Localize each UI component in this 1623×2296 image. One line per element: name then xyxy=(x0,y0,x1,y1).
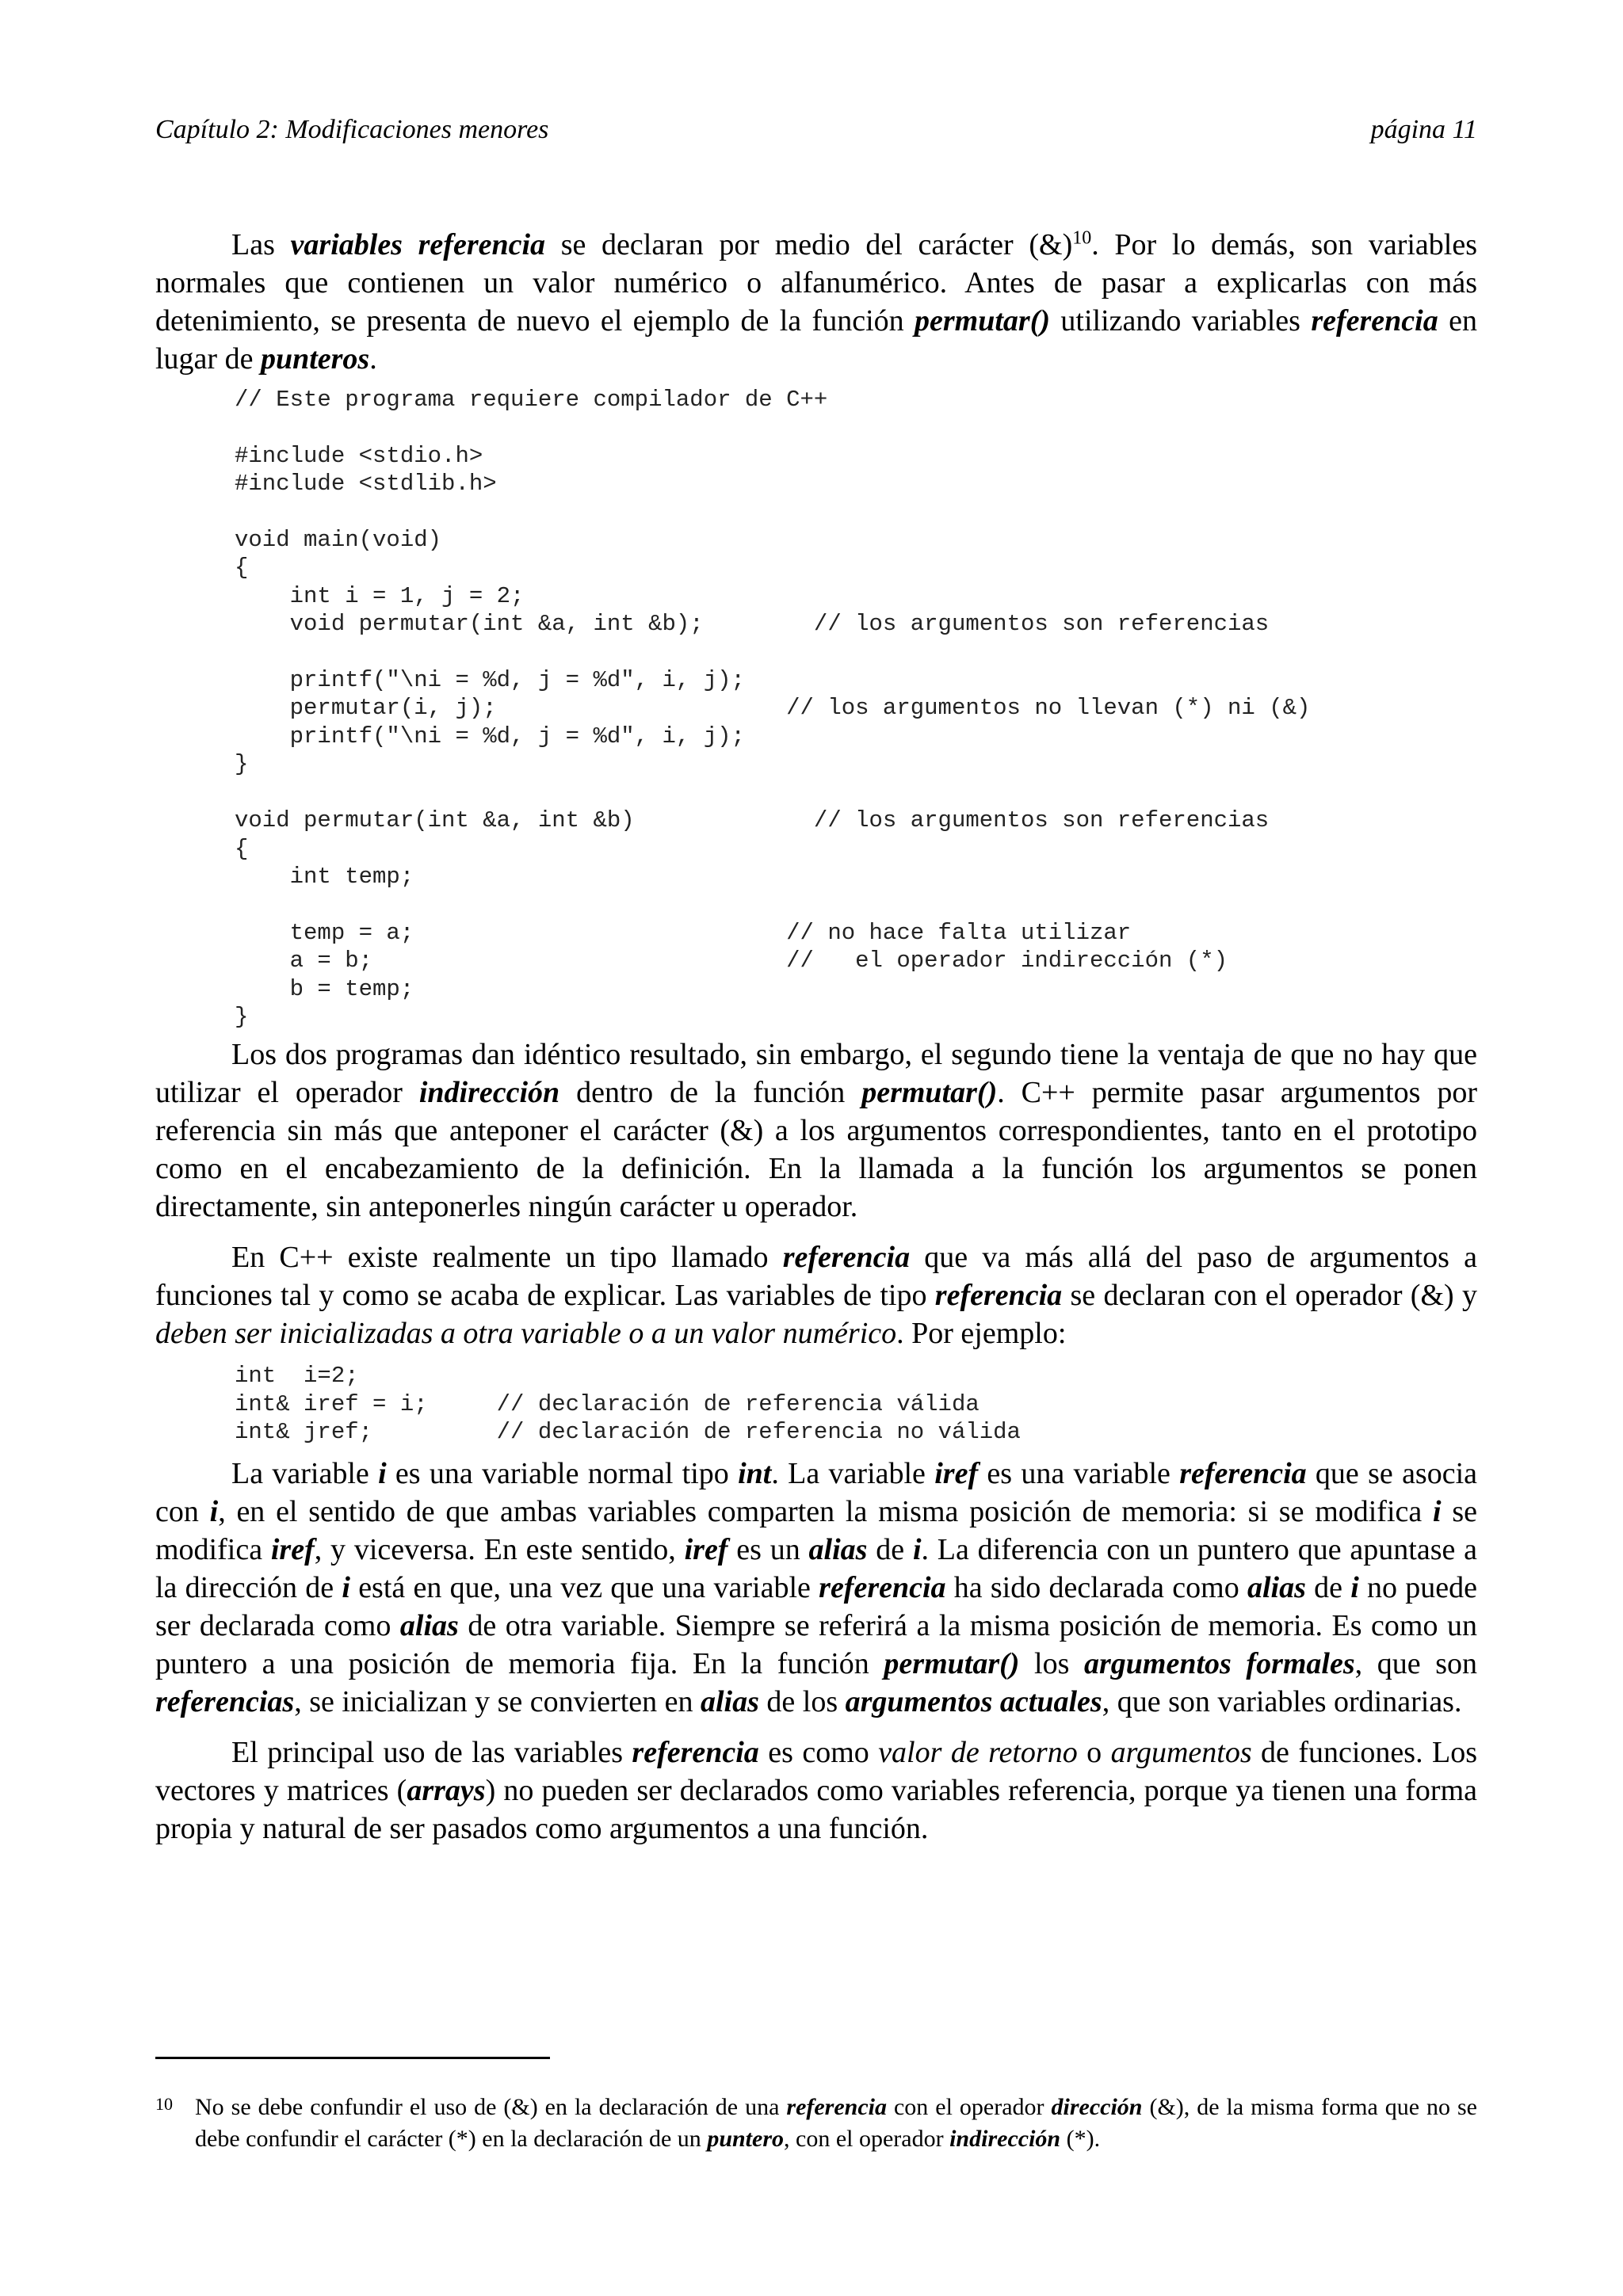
text-run: o xyxy=(1077,1735,1111,1769)
text-run: , y viceversa. En este sentido, xyxy=(314,1532,685,1566)
text-run: es como xyxy=(758,1735,879,1769)
text-run: , en el sentido de que ambas variables comparten la misma posición de memoria: si se modifica xyxy=(218,1494,1434,1528)
text-run: . C++ permite pasar argumentos por referencia sin más que anteponer el carácter (&) a los argumentos correspondientes, tanto en el prototipo como en el encabezamiento de la definición. En la llamada a la función los argumentos se ponen directamente, sin anteponerles ningún carácter u operador. xyxy=(155,1076,1478,1224)
text-run: , que son variables ordinarias. xyxy=(1102,1684,1462,1718)
emphasis-text xyxy=(913,1533,922,1566)
chapter-title: Capítulo 2: Modificaciones menores xyxy=(155,115,549,144)
emphasis-text: indirección xyxy=(418,1076,560,1110)
emphasis-text: argumentos formales xyxy=(1083,1646,1355,1680)
emphasis-text: argumentos xyxy=(1110,1735,1252,1769)
text-run: de otra variable. Siempre se referirá a la misma posición de memoria. Es como un puntero a una posición de memoria fija. En la función xyxy=(155,1608,1477,1680)
emphasis-text xyxy=(210,1495,219,1528)
text-run: con el operador xyxy=(887,2094,1052,2120)
paragraph xyxy=(155,1035,1477,1226)
text-run: que va más allá del paso de argumentos a funciones tal y como se acaba de explicar. Las variables de tipo xyxy=(155,1241,1477,1313)
emphasis-text xyxy=(819,1571,945,1604)
emphasis-text: permutar() xyxy=(884,1646,1020,1680)
emphasis-text: dirección xyxy=(1051,2094,1143,2120)
emphasis-text xyxy=(291,228,546,261)
text-run: los xyxy=(1019,1646,1084,1680)
footnote-ref: 10 xyxy=(1072,227,1092,249)
text-run: es una variable xyxy=(978,1456,1180,1490)
paragraph xyxy=(155,226,1477,378)
text-run: que se asocia con xyxy=(155,1456,1478,1528)
emphasis-text xyxy=(846,1685,1102,1718)
emphasis-text xyxy=(934,1457,978,1490)
emphasis-text: permutar() xyxy=(861,1076,998,1110)
text-run: (&), de la misma forma que no se debe confundir el carácter (*) en la declaración de un xyxy=(195,2094,1477,2152)
emphasis-text xyxy=(949,2126,1060,2152)
text-run: se modifica xyxy=(155,1494,1477,1566)
code-block-permutar: // Este programa requiere compilador de C++ #include <stdio.h> #include <stdlib.h> void main(void) { int i = 1, j = 2; void permutar(int &a, int &b); // los argumentos son referencias printf("\ni = %d, j = %d", i, j); permutar(i, j); // los argumentos no llevan (*) ni (&) printf("\ni = %d, j = %d", i, j); } void permutar(int &a, int &b) // los argumentos son referencias { int temp; temp = a; // no hace falta utilizar a = b; // el operador indirección (*) b = temp; } xyxy=(235,387,1311,1030)
text-run: de funciones. Los vectores y matrices ( xyxy=(155,1735,1478,1807)
text-run: es un xyxy=(727,1532,809,1566)
emphasis-text: deben ser inicializadas a otra variable o a un valor numérico xyxy=(155,1317,897,1351)
emphasis-text xyxy=(707,2126,784,2152)
paragraph xyxy=(155,1733,1477,1848)
text-run: . Por lo demás, son variables normales que contienen un valor numérico o alfanumérico. Antes de pasar a explicarlas con más detenimiento, se presenta de nuevo el ejemplo de la función xyxy=(155,228,1477,338)
emphasis-text: indirección xyxy=(949,2126,1061,2152)
emphasis-text: referencia xyxy=(782,1241,911,1275)
emphasis-text: variables referencia xyxy=(290,228,546,261)
emphasis-text xyxy=(1179,1457,1306,1490)
emphasis-text xyxy=(271,1533,315,1566)
text-run: de xyxy=(1305,1570,1351,1604)
text-run: , con el operador xyxy=(784,2126,950,2152)
emphasis-text xyxy=(1084,1647,1355,1680)
emphasis-text xyxy=(738,1457,771,1490)
text-run: . La variable xyxy=(771,1456,935,1490)
emphasis-text: iref xyxy=(934,1456,979,1490)
text-run: es una variable normal tipo xyxy=(386,1456,739,1490)
emphasis-text: arrays xyxy=(407,1773,486,1807)
text-run: dentro de la función xyxy=(559,1076,862,1110)
text-run: se declaran con el operador (&) y xyxy=(1062,1279,1477,1313)
code-block-reference-example: int i=2; int& iref = i; // declaración de referencia válida int& jref; // declaración de referencia no válida xyxy=(235,1363,1021,1446)
emphasis-text xyxy=(1247,1571,1306,1604)
emphasis-text xyxy=(1052,2094,1143,2120)
emphasis-text: alias xyxy=(1247,1570,1306,1604)
emphasis-text xyxy=(155,1685,294,1718)
emphasis-text: int xyxy=(738,1456,772,1490)
paragraph xyxy=(155,1238,1477,1352)
paragraph xyxy=(155,1455,1477,1721)
text-run: utilizando variables xyxy=(1050,304,1312,338)
text-run: La variable xyxy=(231,1456,379,1490)
emphasis-text xyxy=(786,2094,887,2120)
emphasis-text xyxy=(701,1685,759,1718)
emphasis-text: punteros xyxy=(260,342,370,376)
emphasis-text xyxy=(915,304,1050,338)
text-run: está en que, una vez que una variable xyxy=(349,1570,819,1604)
emphasis-text xyxy=(1311,304,1438,338)
text-run: . La diferencia con un puntero que apuntase a la dirección de xyxy=(155,1532,1478,1604)
text-run: no puede ser declarada como xyxy=(155,1570,1477,1642)
emphasis-text: valor de retorno xyxy=(878,1735,1078,1769)
footnote-text xyxy=(195,2092,1477,2155)
text-run: (*). xyxy=(1060,2126,1101,2152)
emphasis-text: alias xyxy=(808,1532,868,1566)
text-run: se declaran por medio del carácter (&) xyxy=(545,228,1073,261)
emphasis-text: referencia xyxy=(632,1735,759,1769)
emphasis-text xyxy=(378,1457,387,1490)
emphasis-text xyxy=(809,1533,868,1566)
text-run: en lugar de xyxy=(155,304,1477,376)
emphasis-text: permutar() xyxy=(915,304,1051,338)
emphasis-text xyxy=(261,342,369,376)
emphasis-text: i xyxy=(1433,1494,1442,1528)
text-run: , se inicializan y se convierten en xyxy=(294,1684,701,1718)
emphasis-text: i xyxy=(209,1494,219,1528)
text-run: ha sido declarada como xyxy=(945,1570,1247,1604)
text-run: . xyxy=(369,342,377,376)
text-run: , que son xyxy=(1354,1646,1478,1680)
footnote-number: 10 xyxy=(155,2094,173,2114)
emphasis-text: alias xyxy=(700,1684,759,1718)
emphasis-text xyxy=(783,1241,910,1274)
footnote-separator xyxy=(155,2057,550,2059)
footnote xyxy=(155,2092,1477,2155)
emphasis-text: i xyxy=(378,1456,387,1490)
text-run: . Por ejemplo: xyxy=(896,1317,1067,1351)
emphasis-text xyxy=(419,1076,559,1109)
emphasis-text: referencia xyxy=(1311,304,1438,338)
text-run: Las xyxy=(231,228,291,261)
page-header xyxy=(155,111,1477,149)
emphasis-text: referencia xyxy=(934,1279,1063,1313)
emphasis-text xyxy=(400,1609,459,1642)
document-page xyxy=(155,0,1477,2296)
emphasis-text xyxy=(1350,1571,1359,1604)
emphasis-text: argumentos actuales xyxy=(845,1684,1102,1718)
emphasis-text xyxy=(935,1279,1062,1312)
emphasis-text: referencia xyxy=(1179,1456,1307,1490)
page-number: página 11 xyxy=(1370,115,1477,144)
emphasis-text xyxy=(1433,1495,1442,1528)
text-run: de xyxy=(867,1532,913,1566)
emphasis-text: i xyxy=(912,1532,922,1566)
text-run: En C++ existe realmente un tipo llamado xyxy=(231,1241,783,1275)
emphasis-text: i xyxy=(1350,1570,1359,1604)
text-run: Los dos programas dan idéntico resultado, sin embargo, el segundo tiene la ventaja de que no hay que utilizar el operador xyxy=(155,1038,1477,1110)
emphasis-text: referencias xyxy=(155,1684,295,1718)
emphasis-text xyxy=(685,1533,728,1566)
emphasis-text: referencia xyxy=(819,1570,946,1604)
text-run: El principal uso de las variables xyxy=(231,1735,632,1769)
emphasis-text xyxy=(884,1647,1019,1680)
emphasis-text xyxy=(342,1571,350,1604)
emphasis-text: iref xyxy=(270,1532,315,1566)
emphasis-text: puntero xyxy=(707,2126,785,2152)
emphasis-text xyxy=(632,1736,758,1769)
emphasis-text xyxy=(861,1076,997,1109)
text-run: ) no pueden ser declarados como variables referencia, porque ya tienen una forma propia y natural de ser pasados como argumentos a una función. xyxy=(155,1773,1477,1845)
emphasis-text: iref xyxy=(684,1532,728,1566)
emphasis-text xyxy=(407,1774,485,1807)
main-text xyxy=(155,226,1477,1848)
emphasis-text: referencia xyxy=(786,2094,888,2120)
text-run: No se debe confundir el uso de (&) en la declaración de una xyxy=(195,2094,787,2120)
emphasis-text: i xyxy=(342,1570,350,1604)
text-run: de los xyxy=(758,1684,846,1718)
emphasis-text: alias xyxy=(399,1608,459,1642)
